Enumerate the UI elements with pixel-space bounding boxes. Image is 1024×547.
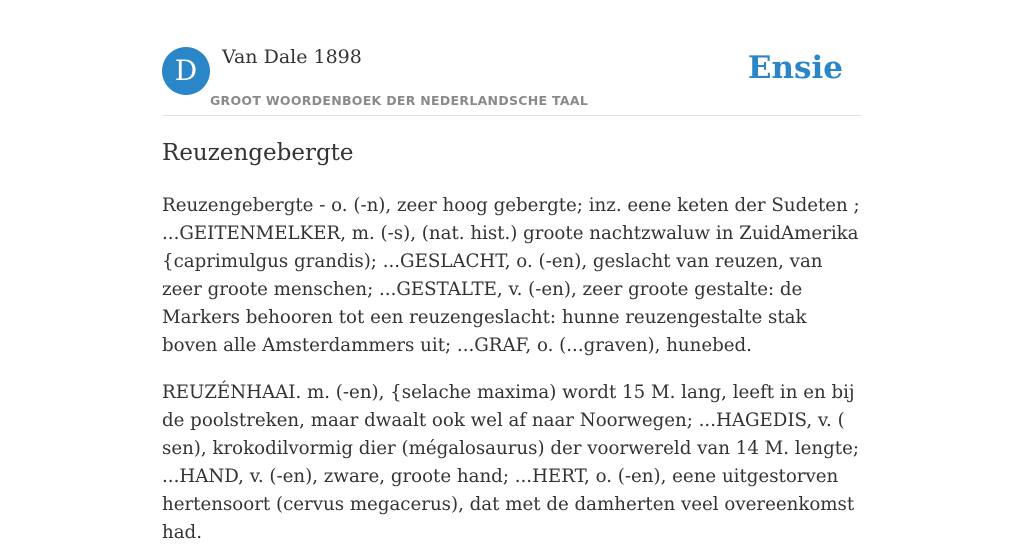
ensie-logo-link[interactable]: Ensie: [747, 50, 843, 86]
page: [162, 0, 862, 543]
entry-paragraph: REUZÉNHAAI. m. (-en), {selache maxima) wordt 15 M. lang, leeft in en bij de poolstreken, maar dwaalt ook wel af naar Noorwegen; ...HAGEDIS, v. ( sen), krokodilvormig dier (mégalosaurus) der voorwereld van 14 M. lengte; ...HAND, v. (-en), zware, groote hand; ...HERT, o. (-en), eene uitgestorven hertensoort (cervus megacerus), dat met de damherten veel overeenkomst had.: [162, 382, 859, 543]
dictionary-avatar[interactable]: D: [162, 47, 210, 95]
entry-paragraph: Reuzengebergte - o. (-n), zeer hoog gebergte; inz. eene keten der Sudeten ; ...GEITENMELKER, m. (-s), (nat. hist.) groote nachtzwaluw in ZuidAmerika {caprimulgus grandis); ...GESLACHT, o. (-en), geslacht van reuzen, van zeer groote menschen; ...GESTALTE, v. (-en), zeer groote gestalte: de Markers behooren tot een reuzengeslacht: hunne reuzengestalte stak boven alle Amsterdammers uit; ...GRAF, o. (...graven), hunebed.: [162, 195, 860, 356]
dictionary-name[interactable]: Van Dale 1898: [222, 46, 362, 68]
entry-headword: Reuzengebergte: [162, 140, 354, 166]
dictionary-subtitle: GROOT WOORDENBOEK DER NEDERLANDSCHE TAAL: [210, 93, 589, 108]
header: [162, 0, 862, 116]
